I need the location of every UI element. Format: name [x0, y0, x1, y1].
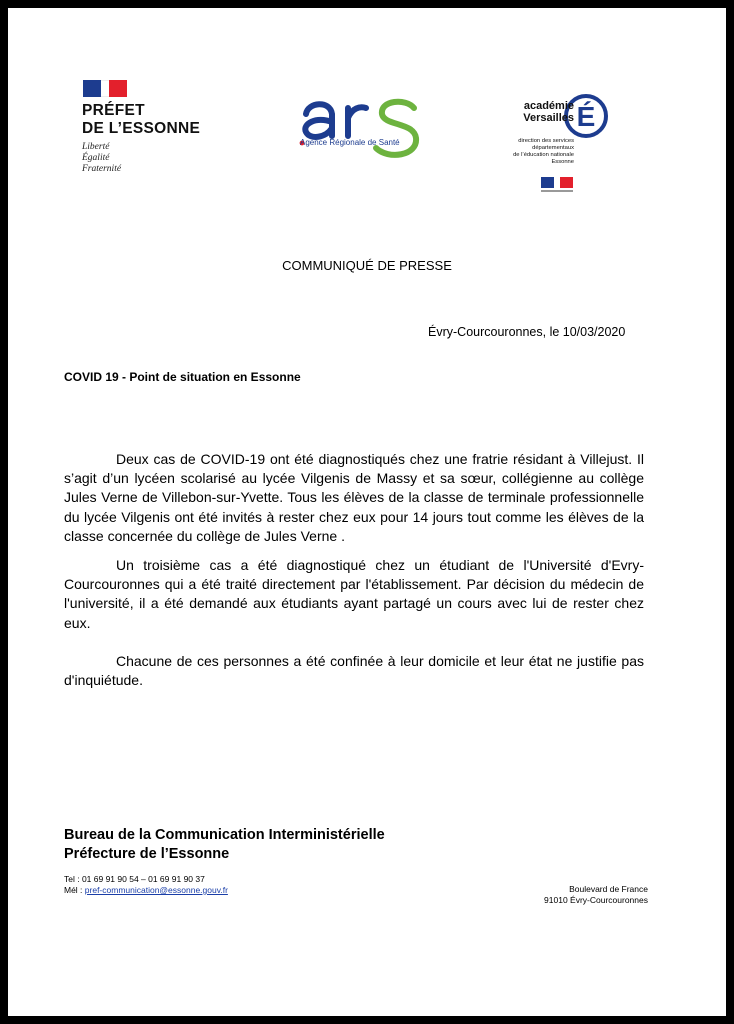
- motto-liberte: Liberté: [82, 142, 110, 152]
- motto-fraternite: Fraternité: [82, 164, 122, 174]
- subject-line: COVID 19 - Point de situation en Essonne: [64, 370, 301, 384]
- prefet-title-line1: PRÉFET: [82, 102, 145, 119]
- phone-numbers: Tel : 01 69 91 90 54 – 01 69 91 90 37: [64, 874, 205, 884]
- academie-sub-line1: direction des services: [518, 138, 574, 144]
- ars-tagline: Agence Régionale de Santé: [300, 138, 400, 147]
- bureau-signature: [64, 826, 385, 864]
- republic-flag-icon: [541, 177, 573, 188]
- academie-line2: Versailles: [523, 112, 574, 124]
- email-link[interactable]: pref-communication@essonne.gouv.fr: [84, 885, 228, 895]
- address-line2: 91010 Évry-Courcouronnes: [544, 895, 648, 905]
- contact-info: [64, 874, 228, 896]
- ars-logo: [296, 86, 426, 168]
- flag-caption-line: [541, 190, 573, 192]
- place-date: Évry-Courcouronnes, le 10/03/2020: [428, 325, 626, 339]
- academie-sub-line4: Essonne: [551, 159, 574, 165]
- academie-subtitle: [500, 138, 574, 166]
- marianne-flag-icon: [83, 80, 127, 97]
- prefet-logo-title: [82, 102, 200, 138]
- email-label: Mél :: [64, 885, 85, 895]
- paragraph-3: Chacune de ces personnes a été confinée à leur domicile et leur état ne justifie pas d'inquiétude.: [64, 653, 644, 689]
- academie-title: [506, 100, 574, 124]
- paragraph-1: Deux cas de COVID-19 ont été diagnostiqués chez une fratrie résidant à Villejust. Il s’agit d’un lycéen scolarisé au lycée Vilgenis de Massy et sa sœur, collégienne au collège Jules Verne de Villebon-sur-Yvette. Tous les élèves de la classe de terminale professionnelle du lycée Vilgenis ont été invités à rester chez eux pour 14 jours tout comme les élèves de la classe concernée du collège de Jules Verne .: [64, 451, 644, 544]
- postal-address: [488, 884, 648, 906]
- email-line: [64, 885, 228, 896]
- address-line1: Boulevard de France: [569, 884, 648, 894]
- paragraph-2: Un troisième cas a été diagnostiqué chez un étudiant de l'Université d'Evry-Courcouronnes qui a été traité directement par l'établissement. Par décision du médecin de l'université, il a été demandé aux étudiants ayant partagé un cours avec lui de rester chez eux.: [64, 557, 644, 631]
- svg-text:É: É: [576, 101, 596, 132]
- document-page: [8, 8, 726, 1016]
- motto-egalite: Égalité: [82, 153, 110, 163]
- bureau-line1: Bureau de la Communication Interministérielle: [64, 827, 385, 843]
- academie-sub-line2: départementaux: [532, 145, 574, 151]
- academie-line1: académie: [523, 100, 574, 112]
- prefet-title-line2: DE L’ESSONNE: [82, 120, 201, 137]
- prefet-motto: [82, 142, 121, 175]
- academie-sub-line3: de l’éducation nationale: [513, 152, 574, 158]
- press-release-heading: COMMUNIQUÉ DE PRESSE: [282, 258, 452, 273]
- bureau-line2: Préfecture de l’Essonne: [64, 846, 230, 862]
